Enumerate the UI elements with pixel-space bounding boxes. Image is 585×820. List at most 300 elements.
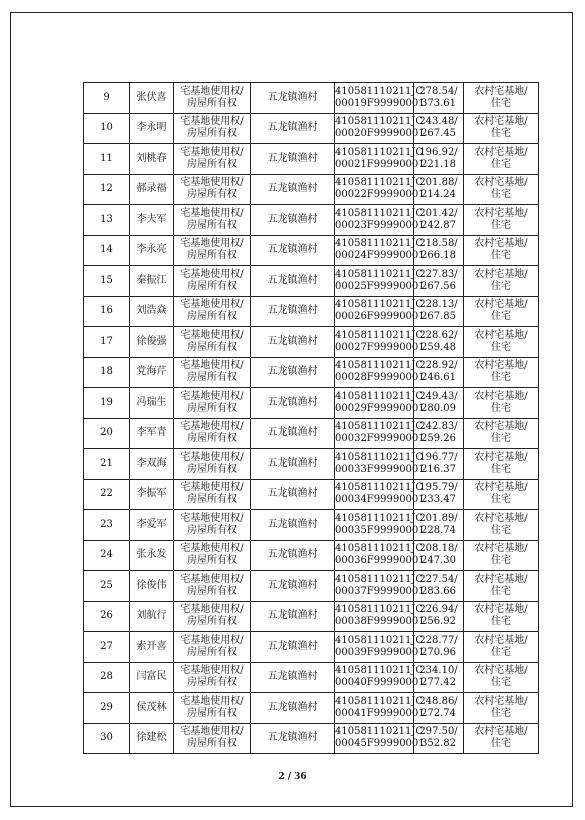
right-type-cell-text: 宅基地使用权/ <box>180 207 244 219</box>
land-use-cell-text: 住宅 <box>491 555 511 567</box>
land-use-cell <box>464 144 539 175</box>
right-type-cell-text: 宅基地使用权/ <box>180 85 244 97</box>
owner-name-cell-text: 李爱军 <box>136 518 167 530</box>
location-cell-text: 五龙镇渔村 <box>267 427 318 439</box>
right-type-cell-text: 房屋所有权 <box>187 311 237 323</box>
land-use-cell-text: 住宅 <box>491 311 511 323</box>
owner-name-cell-text: 党海芹 <box>136 366 167 378</box>
row-number-cell-text: 16 <box>100 305 113 317</box>
land-use-cell <box>464 205 539 236</box>
unit-code-cell-text: 410581110211JC <box>335 573 424 585</box>
land-use-cell-text: 农村宅基地/ <box>474 207 528 219</box>
unit-code-cell <box>335 296 425 327</box>
row-number-cell-text: 29 <box>100 701 113 713</box>
owner-name-cell-text: 徐俊伟 <box>136 579 167 591</box>
area-cell-text: 247.30 <box>421 555 456 567</box>
right-type-cell-text: 房屋所有权 <box>187 616 237 628</box>
unit-code-cell-text: 00041F99990001 <box>335 707 425 719</box>
records-table-body <box>84 83 539 754</box>
unit-code-cell <box>335 571 425 602</box>
unit-code-cell-text: 00033F99990001 <box>335 463 425 475</box>
land-use-cell <box>464 296 539 327</box>
row-number-cell <box>84 571 130 602</box>
table-row <box>84 113 539 144</box>
location-cell <box>251 449 335 480</box>
location-cell-text: 五龙镇渔村 <box>267 305 318 317</box>
unit-code-cell-text: 00034F99990001 <box>335 494 425 506</box>
owner-name-cell-text: 索开喜 <box>136 640 167 652</box>
right-type-cell <box>174 571 251 602</box>
right-type-cell-text: 宅基地使用权/ <box>180 421 244 433</box>
land-use-cell <box>464 235 539 266</box>
row-number-cell-text: 25 <box>100 579 113 591</box>
area-cell-text: 226.94/ <box>419 604 458 616</box>
row-number-cell-text: 18 <box>100 366 113 378</box>
right-type-cell-text: 房屋所有权 <box>187 128 237 140</box>
location-cell <box>251 327 335 358</box>
land-use-cell-text: 住宅 <box>491 524 511 536</box>
unit-code-cell-text: 00032F99990001 <box>335 433 425 445</box>
owner-name-cell <box>130 357 174 388</box>
unit-code-cell <box>335 601 425 632</box>
row-number-cell-text: 20 <box>100 427 113 439</box>
land-use-cell <box>464 174 539 205</box>
right-type-cell <box>174 296 251 327</box>
location-cell <box>251 510 335 541</box>
land-use-cell-text: 住宅 <box>491 372 511 384</box>
land-use-cell-text: 农村宅基地/ <box>474 146 528 158</box>
owner-name-cell <box>130 388 174 419</box>
row-number-cell <box>84 632 130 663</box>
table-row <box>84 662 539 693</box>
area-cell <box>414 357 464 388</box>
area-cell-text: 352.82 <box>421 738 456 750</box>
right-type-cell <box>174 510 251 541</box>
owner-name-cell-text: 李振军 <box>136 488 167 500</box>
right-type-cell <box>174 479 251 510</box>
owner-name-cell <box>130 296 174 327</box>
owner-name-cell-text: 李双海 <box>136 457 167 469</box>
row-number-cell-text: 15 <box>100 274 113 286</box>
owner-name-cell-text: 侯茂林 <box>136 701 167 713</box>
area-cell <box>414 266 464 297</box>
owner-name-cell <box>130 693 174 724</box>
unit-code-cell <box>335 235 425 266</box>
right-type-cell-text: 宅基地使用权/ <box>180 726 244 738</box>
row-number-cell-text: 26 <box>100 610 113 622</box>
area-cell-text: 227.83/ <box>419 268 458 280</box>
right-type-cell <box>174 83 251 114</box>
land-use-cell-text: 农村宅基地/ <box>474 604 528 616</box>
location-cell <box>251 113 335 144</box>
right-type-cell-text: 宅基地使用权/ <box>180 268 244 280</box>
unit-code-cell-text: 410581110211JC <box>335 451 424 463</box>
location-cell-text: 五龙镇渔村 <box>267 213 318 225</box>
location-cell <box>251 266 335 297</box>
area-cell-text: 249.43/ <box>419 390 458 402</box>
land-use-cell-text: 住宅 <box>491 219 511 231</box>
location-cell-text: 五龙镇渔村 <box>267 457 318 469</box>
row-number-cell <box>84 540 130 571</box>
location-cell-text: 五龙镇渔村 <box>267 91 318 103</box>
area-cell-text: 256.92 <box>421 616 456 628</box>
unit-code-cell-text: 410581110211JC <box>335 268 424 280</box>
right-type-cell-text: 宅基地使用权/ <box>180 360 244 372</box>
right-type-cell <box>174 418 251 449</box>
location-cell <box>251 144 335 175</box>
area-cell-text: 218.58/ <box>419 238 458 250</box>
row-number-cell-text: 24 <box>100 549 113 561</box>
area-cell-text: 280.09 <box>421 402 456 414</box>
area-cell-text: 266.18 <box>421 250 456 262</box>
land-use-cell-text: 农村宅基地/ <box>474 573 528 585</box>
row-number-cell-text: 17 <box>100 335 113 347</box>
right-type-cell-text: 房屋所有权 <box>187 494 237 506</box>
area-cell-text: 373.61 <box>421 97 456 109</box>
land-use-cell <box>464 510 539 541</box>
right-type-cell <box>174 632 251 663</box>
area-cell-text: 234.10/ <box>419 665 458 677</box>
right-type-cell <box>174 327 251 358</box>
owner-name-cell-text: 徐建松 <box>136 732 167 744</box>
location-cell-text: 五龙镇渔村 <box>267 244 318 256</box>
owner-name-cell <box>130 144 174 175</box>
area-cell <box>414 418 464 449</box>
unit-code-cell <box>335 723 425 754</box>
row-number-cell-text: 9 <box>103 91 110 103</box>
right-type-cell-text: 房屋所有权 <box>187 585 237 597</box>
right-type-cell-text: 房屋所有权 <box>187 189 237 201</box>
land-use-cell-text: 农村宅基地/ <box>474 390 528 402</box>
land-use-cell-text: 住宅 <box>491 707 511 719</box>
land-use-cell-text: 住宅 <box>491 463 511 475</box>
row-number-cell-text: 12 <box>100 183 113 195</box>
owner-name-cell-text: 李军青 <box>136 427 167 439</box>
unit-code-cell <box>335 113 425 144</box>
unit-code-cell <box>335 662 425 693</box>
unit-code-cell-text: 410581110211JC <box>335 238 424 250</box>
right-type-cell-text: 房屋所有权 <box>187 524 237 536</box>
row-number-cell <box>84 83 130 114</box>
area-cell <box>414 327 464 358</box>
land-use-cell <box>464 601 539 632</box>
unit-code-cell-text: 00021F99990001 <box>335 158 425 170</box>
unit-code-cell-text: 410581110211JC <box>335 512 424 524</box>
land-use-cell-text: 农村宅基地/ <box>474 665 528 677</box>
area-cell-text: 267.56 <box>421 280 456 292</box>
area-cell-text: 214.24 <box>421 189 456 201</box>
owner-name-cell-text: 刘浩焱 <box>136 305 167 317</box>
unit-code-cell-text: 410581110211JC <box>335 360 424 372</box>
land-use-cell-text: 住宅 <box>491 341 511 353</box>
right-type-cell <box>174 449 251 480</box>
area-cell <box>414 205 464 236</box>
table-row <box>84 388 539 419</box>
land-use-cell-text: 住宅 <box>491 616 511 628</box>
row-number-cell-text: 27 <box>100 640 113 652</box>
area-cell <box>414 296 464 327</box>
unit-code-cell-text: 00037F99990001 <box>335 585 425 597</box>
unit-code-cell <box>335 632 425 663</box>
unit-code-cell-text: 00023F99990001 <box>335 219 425 231</box>
right-type-cell-text: 宅基地使用权/ <box>180 238 244 250</box>
table-row <box>84 205 539 236</box>
unit-code-cell <box>335 144 425 175</box>
location-cell-text: 五龙镇渔村 <box>267 732 318 744</box>
area-cell <box>414 449 464 480</box>
unit-code-cell <box>335 693 425 724</box>
area-cell-text: 248.86/ <box>419 695 458 707</box>
land-use-cell <box>464 662 539 693</box>
unit-code-cell-text: 00027F99990001 <box>335 341 425 353</box>
owner-name-cell-text: 闫富民 <box>136 671 167 683</box>
owner-name-cell <box>130 83 174 114</box>
area-cell <box>414 144 464 175</box>
location-cell <box>251 235 335 266</box>
location-cell-text: 五龙镇渔村 <box>267 183 318 195</box>
right-type-cell <box>174 266 251 297</box>
land-use-cell-text: 农村宅基地/ <box>474 543 528 555</box>
location-cell-text: 五龙镇渔村 <box>267 640 318 652</box>
area-cell-text: 246.61 <box>421 372 456 384</box>
owner-name-cell <box>130 174 174 205</box>
right-type-cell-text: 房屋所有权 <box>187 158 237 170</box>
land-use-cell-text: 住宅 <box>491 402 511 414</box>
unit-code-cell-text: 00019F99990001 <box>335 97 425 109</box>
unit-code-cell <box>335 510 425 541</box>
area-cell-text: 216.37 <box>421 463 456 475</box>
row-number-cell <box>84 144 130 175</box>
area-cell-text: 196.77/ <box>419 451 458 463</box>
area-cell-text: 208.18/ <box>419 543 458 555</box>
land-use-cell-text: 农村宅基地/ <box>474 482 528 494</box>
area-cell-text: 196.92/ <box>419 146 458 158</box>
unit-code-cell-text: 00028F99990001 <box>335 372 425 384</box>
unit-code-cell-text: 00045F99990001 <box>335 738 425 750</box>
right-type-cell <box>174 601 251 632</box>
right-type-cell-text: 宅基地使用权/ <box>180 573 244 585</box>
area-cell <box>414 174 464 205</box>
location-cell-text: 五龙镇渔村 <box>267 488 318 500</box>
row-number-cell <box>84 388 130 419</box>
row-number-cell <box>84 296 130 327</box>
land-use-cell-text: 住宅 <box>491 677 511 689</box>
table-row <box>84 266 539 297</box>
area-cell-text: 267.45 <box>421 128 456 140</box>
table-row <box>84 296 539 327</box>
right-type-cell-text: 宅基地使用权/ <box>180 299 244 311</box>
land-use-cell <box>464 479 539 510</box>
right-type-cell-text: 房屋所有权 <box>187 707 237 719</box>
area-cell <box>414 388 464 419</box>
area-cell <box>414 723 464 754</box>
owner-name-cell <box>130 327 174 358</box>
area-cell-text: 195.79/ <box>419 482 458 494</box>
right-type-cell <box>174 693 251 724</box>
location-cell-text: 五龙镇渔村 <box>267 518 318 530</box>
right-type-cell-text: 房屋所有权 <box>187 372 237 384</box>
right-type-cell-text: 房屋所有权 <box>187 555 237 567</box>
table-row <box>84 144 539 175</box>
unit-code-cell <box>335 205 425 236</box>
table-row <box>84 174 539 205</box>
table-row <box>84 418 539 449</box>
land-use-cell <box>464 540 539 571</box>
area-cell <box>414 632 464 663</box>
owner-name-cell <box>130 540 174 571</box>
row-number-cell <box>84 418 130 449</box>
area-cell-text: 272.74 <box>421 707 456 719</box>
page-number: 2 / 36 <box>278 772 307 782</box>
row-number-cell-text: 11 <box>100 152 113 164</box>
table-row <box>84 510 539 541</box>
unit-code-cell <box>335 449 425 480</box>
row-number-cell <box>84 662 130 693</box>
land-use-cell-text: 农村宅基地/ <box>474 177 528 189</box>
location-cell <box>251 723 335 754</box>
records-table <box>83 82 539 754</box>
row-number-cell <box>84 601 130 632</box>
land-use-cell-text: 农村宅基地/ <box>474 268 528 280</box>
unit-code-cell-text: 410581110211JC <box>335 299 424 311</box>
location-cell-text: 五龙镇渔村 <box>267 579 318 591</box>
area-cell-text: 201.88/ <box>419 177 458 189</box>
owner-name-cell-text: 徐俊强 <box>136 335 167 347</box>
right-type-cell-text: 宅基地使用权/ <box>180 451 244 463</box>
location-cell-text: 五龙镇渔村 <box>267 366 318 378</box>
right-type-cell-text: 宅基地使用权/ <box>180 512 244 524</box>
row-number-cell <box>84 479 130 510</box>
location-cell <box>251 83 335 114</box>
unit-code-cell-text: 410581110211JC <box>335 116 424 128</box>
row-number-cell <box>84 449 130 480</box>
unit-code-cell-text: 00040F99990001 <box>335 677 425 689</box>
right-type-cell-text: 房屋所有权 <box>187 97 237 109</box>
unit-code-cell-text: 410581110211JC <box>335 85 424 97</box>
location-cell <box>251 571 335 602</box>
unit-code-cell-text: 00036F99990001 <box>335 555 425 567</box>
owner-name-cell-text: 秦振江 <box>136 274 167 286</box>
row-number-cell-text: 10 <box>100 122 113 134</box>
unit-code-cell-text: 00022F99990001 <box>335 189 425 201</box>
location-cell <box>251 601 335 632</box>
location-cell-text: 五龙镇渔村 <box>267 122 318 134</box>
row-number-cell <box>84 357 130 388</box>
area-cell <box>414 601 464 632</box>
area-cell <box>414 235 464 266</box>
location-cell <box>251 418 335 449</box>
land-use-cell <box>464 693 539 724</box>
right-type-cell-text: 房屋所有权 <box>187 646 237 658</box>
unit-code-cell-text: 00039F99990001 <box>335 646 425 658</box>
location-cell <box>251 357 335 388</box>
owner-name-cell <box>130 113 174 144</box>
table-row <box>84 449 539 480</box>
owner-name-cell-text: 刘航行 <box>136 610 167 622</box>
owner-name-cell <box>130 571 174 602</box>
right-type-cell <box>174 113 251 144</box>
area-cell-text: 243.48/ <box>419 116 458 128</box>
area-cell <box>414 540 464 571</box>
location-cell <box>251 174 335 205</box>
right-type-cell <box>174 174 251 205</box>
right-type-cell-text: 宅基地使用权/ <box>180 543 244 555</box>
land-use-cell-text: 农村宅基地/ <box>474 85 528 97</box>
row-number-cell <box>84 693 130 724</box>
land-use-cell <box>464 266 539 297</box>
unit-code-cell <box>335 388 425 419</box>
land-use-cell-text: 农村宅基地/ <box>474 299 528 311</box>
owner-name-cell-text: 张伏喜 <box>136 91 167 103</box>
location-cell-text: 五龙镇渔村 <box>267 396 318 408</box>
unit-code-cell <box>335 479 425 510</box>
area-cell-text: 233.47 <box>421 494 456 506</box>
land-use-cell <box>464 327 539 358</box>
area-cell-text: 228.77/ <box>419 634 458 646</box>
land-use-cell-text: 农村宅基地/ <box>474 329 528 341</box>
row-number-cell-text: 22 <box>100 488 113 500</box>
land-use-cell-text: 农村宅基地/ <box>474 695 528 707</box>
right-type-cell-text: 房屋所有权 <box>187 677 237 689</box>
land-use-cell-text: 农村宅基地/ <box>474 634 528 646</box>
right-type-cell-text: 房屋所有权 <box>187 738 237 750</box>
table-row <box>84 479 539 510</box>
unit-code-cell <box>335 327 425 358</box>
land-use-cell-text: 住宅 <box>491 738 511 750</box>
area-cell <box>414 479 464 510</box>
row-number-cell-text: 30 <box>100 732 113 744</box>
row-number-cell-text: 21 <box>100 457 113 469</box>
location-cell-text: 五龙镇渔村 <box>267 671 318 683</box>
table-row <box>84 693 539 724</box>
land-use-cell-text: 住宅 <box>491 250 511 262</box>
unit-code-cell-text: 410581110211JC <box>335 390 424 402</box>
location-cell <box>251 693 335 724</box>
area-cell-text: 242.83/ <box>419 421 458 433</box>
area-cell-text: 228.13/ <box>419 299 458 311</box>
owner-name-cell <box>130 601 174 632</box>
owner-name-cell <box>130 662 174 693</box>
row-number-cell <box>84 113 130 144</box>
unit-code-cell-text: 00035F99990001 <box>335 524 425 536</box>
land-use-cell <box>464 723 539 754</box>
table-row <box>84 357 539 388</box>
row-number-cell-text: 19 <box>100 396 113 408</box>
right-type-cell-text: 房屋所有权 <box>187 250 237 262</box>
row-number-cell <box>84 174 130 205</box>
owner-name-cell <box>130 632 174 663</box>
right-type-cell-text: 宅基地使用权/ <box>180 665 244 677</box>
land-use-cell <box>464 571 539 602</box>
owner-name-cell-text: 张永发 <box>136 549 167 561</box>
unit-code-cell-text: 410581110211JC <box>335 543 424 555</box>
area-cell-text: 283.66 <box>421 585 456 597</box>
table-row <box>84 235 539 266</box>
land-use-cell-text: 农村宅基地/ <box>474 421 528 433</box>
land-use-cell <box>464 388 539 419</box>
land-use-cell <box>464 83 539 114</box>
table-row <box>84 327 539 358</box>
owner-name-cell-text: 郝录福 <box>136 183 167 195</box>
area-cell-text: 221.18 <box>421 158 456 170</box>
unit-code-cell-text: 00038F99990001 <box>335 616 425 628</box>
land-use-cell-text: 农村宅基地/ <box>474 116 528 128</box>
land-use-cell-text: 农村宅基地/ <box>474 512 528 524</box>
table-row <box>84 723 539 754</box>
row-number-cell <box>84 723 130 754</box>
location-cell <box>251 388 335 419</box>
owner-name-cell-text: 刘桃春 <box>136 152 167 164</box>
